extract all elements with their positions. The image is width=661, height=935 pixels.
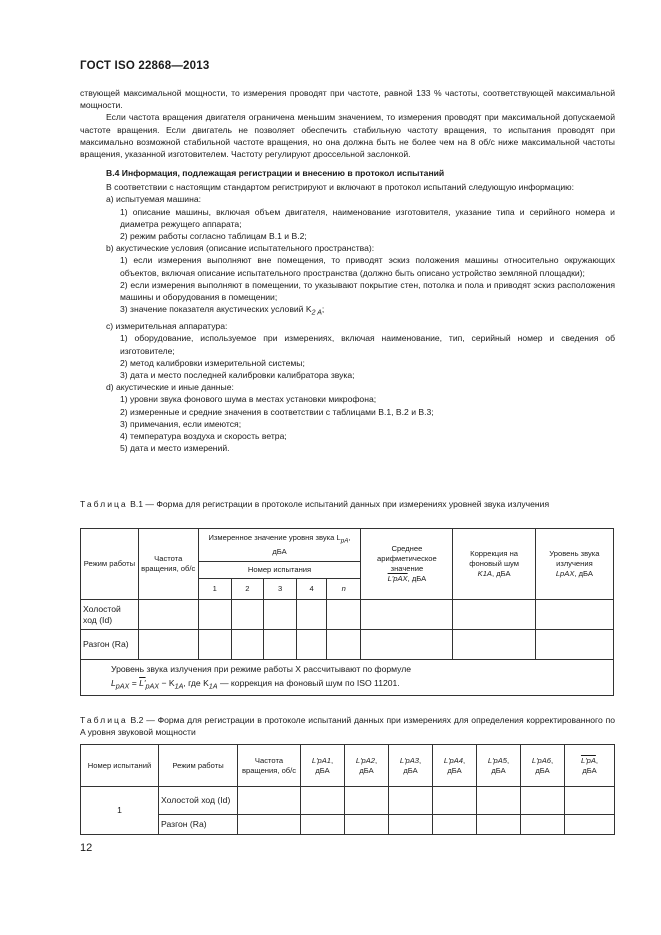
t2-cell[interactable] (433, 815, 477, 835)
t2-header-lpa6: L'pA6, дБА (521, 745, 565, 787)
t1-corr-text: Коррекция на фоновый шум (469, 549, 519, 568)
t1-corr-symbol: K1A (477, 569, 492, 578)
t1-header-test-number: Номер испытания (198, 562, 361, 579)
t2-cell[interactable] (521, 815, 565, 835)
section-heading: B.4 Информация, подлежащая регистрации и внесению в протокол испытаний (106, 168, 445, 178)
t1-note-line1: Уровень звука излучения при режиме работы X рассчитывают по формуле (111, 663, 412, 674)
t1-cell[interactable] (231, 630, 263, 660)
list-item-d: d) акустические и иные данные: (106, 382, 234, 393)
t1-cell[interactable] (297, 630, 327, 660)
page-number: 12 (80, 842, 93, 854)
f-eq: = (129, 677, 140, 688)
t2-unit: дБА (403, 765, 418, 775)
t1-cell[interactable] (535, 630, 613, 660)
t2-cell[interactable] (389, 787, 433, 815)
t2-header-freq: Частота вращения, об/с (238, 745, 301, 787)
t2-unit: дБА (535, 765, 550, 775)
table1-caption-text: В.1 — Форма для регистрации в протоколе испытаний данных при измерениях уровней звука излучения (127, 499, 550, 509)
table2-caption-word: Таблица (80, 715, 128, 725)
list-item-b2: 2) если измерения выполняют в помещении, то указывают покрытие стен, потолка и пола и приводят эскиз расположения машины и оборудования в помещении; (120, 279, 615, 303)
table-row (81, 787, 615, 815)
t2-sym: L'pA5 (487, 755, 508, 765)
list-item-a: a) испытуемая машина: (106, 194, 201, 205)
b3-end: ; (321, 304, 325, 315)
t2-header-lpa4: L'pA4, дБА (433, 745, 477, 787)
t2-header-lpa: L'pA, дБА (565, 745, 615, 787)
f-k-sub: 1A (174, 682, 184, 691)
list-item-a1: 1) описание машины, включая объем двигателя, наименование изготовителя, указание типа и серийного номера и диаметра режущего аппарата; (120, 206, 615, 229)
t2-row-idle: Холостой ход (Id) (159, 787, 238, 815)
t2-cell[interactable] (389, 815, 433, 835)
t1-test-n: n (327, 579, 361, 600)
t2-unit: дБА (582, 765, 597, 775)
f-k2-sub: 1A (208, 682, 218, 691)
t1-lev-symbol: LpAX (555, 569, 575, 578)
t2-cell[interactable] (565, 815, 615, 835)
list-item-d2: 2) измеренные и средние значения в соответствии с таблицами В.1, В.2 и В.3; (120, 406, 434, 417)
list-item-b1: 1) если измерения выполняют вне помещения, то приводят эскиз положения машины относительно окружающих объектов, включая описание испытательного пространства (должно быть описано устройство земляной площадки); (120, 255, 615, 278)
t2-header-mode: Режим работы (159, 745, 238, 787)
intro-paragraph-2: Если частота вращения двигателя ограничена меньшим значением, то измерения проводят при максимальной допускаемой частоте вращения. Если двигатель не позволяет обеспечить стабильную частоту вращения, то испытания проводят при максимально возможной стабильной частоте вращения, но она должна быть не более чем на 8 об/с ниже максимальной частоты вращения, указанной изготовителем. Частоту регулируют дроссельной заслонкой. (80, 112, 615, 160)
t2-header-num: Номер испытаний (81, 745, 159, 787)
document-header: ГОСТ ISO 22868—2013 (80, 60, 210, 72)
t2-cell[interactable] (521, 787, 565, 815)
t1-cell[interactable] (263, 600, 296, 630)
t2-header-lpa5: L'pA5, дБА (477, 745, 521, 787)
list-item-d3: 3) примечания, если имеются; (120, 418, 242, 429)
intro-text (80, 87, 615, 160)
t1-test-3: 3 (263, 579, 296, 600)
t2-cell[interactable] (345, 787, 389, 815)
list-item-d4: 4) температура воздуха и скорость ветра; (120, 430, 287, 441)
t1-header-measured (198, 529, 361, 562)
t1-cell[interactable] (297, 600, 327, 630)
list-item-c1: 1) оборудование, используемое при измерениях, включая наименование, тип, серийный номер и сведения об изготовителе; (120, 333, 615, 356)
t1-row-accel: Разгон (Ra) (81, 630, 139, 660)
t1-meas-sub: pA (340, 537, 349, 545)
t2-header-lpa3: L'pA3, дБА (389, 745, 433, 787)
t2-row-accel: Разгон (Ra) (159, 815, 238, 835)
f-l-sub: pAX (115, 682, 130, 691)
t2-unit: дБА (447, 765, 462, 775)
t1-cell[interactable] (361, 600, 453, 630)
t1-cell[interactable] (138, 600, 198, 630)
t1-cell[interactable] (198, 630, 231, 660)
t1-formula-note (81, 660, 614, 696)
t1-note-formula (111, 677, 400, 691)
t1-cell[interactable] (361, 630, 453, 660)
list-item-c3: 3) дата и место последней калибровки калибратора звука; (120, 369, 355, 380)
table-row (81, 815, 615, 835)
t2-sym: L'pA2 (355, 755, 376, 765)
table-row (81, 600, 614, 630)
t2-header-lpa1: L'pA1, дБА (301, 745, 345, 787)
t2-unit: дБА (359, 765, 374, 775)
f-end: — коррекция на фоновый шум по ISO 11201. (217, 677, 400, 688)
f-lp: L' (139, 677, 146, 688)
t1-test-1: 1 (198, 579, 231, 600)
t1-meas-unit: , дБА (272, 533, 351, 556)
t2-unit: дБА (315, 765, 330, 775)
b3-subscript: 2 A (311, 309, 322, 317)
t1-lev-unit: , дБА (574, 569, 593, 578)
list-item-d1: 1) уровни звука фонового шума в местах установки микрофона; (120, 394, 377, 405)
t1-lev-text: Уровень звука излучения (549, 549, 600, 568)
t1-header-level (535, 529, 613, 600)
table2-caption (80, 714, 615, 738)
t1-header-average (361, 529, 453, 600)
t1-avg-text: Среднее арифметическое значение (377, 544, 437, 573)
t2-cell[interactable] (238, 787, 301, 815)
table1-caption (80, 498, 615, 510)
t1-cell[interactable] (231, 600, 263, 630)
t1-test-2: 2 (231, 579, 263, 600)
t1-cell[interactable] (327, 600, 361, 630)
t2-sym: L'pA4 (443, 755, 464, 765)
t2-cell[interactable] (433, 787, 477, 815)
t1-corr-unit: , дБА (492, 569, 511, 578)
t2-row-number: 1 (81, 787, 159, 835)
t1-row-idle: Холостой ход (Id) (81, 600, 139, 630)
t2-header-lpa2: L'pA2, дБА (345, 745, 389, 787)
t2-sym: L'pA1 (311, 755, 332, 765)
table-row (81, 630, 614, 660)
t1-header-freq: Частота вращения, об/с (138, 529, 198, 600)
t2-cell[interactable] (565, 787, 615, 815)
t1-cell[interactable] (327, 630, 361, 660)
table-b1 (80, 528, 614, 696)
t2-sym: L'pA6 (531, 755, 552, 765)
f-l: L (111, 677, 116, 688)
t2-cell[interactable] (301, 815, 345, 835)
t2-cell[interactable] (301, 787, 345, 815)
t2-cell[interactable] (345, 815, 389, 835)
f-minus: − K (159, 677, 175, 688)
t1-test-4: 4 (297, 579, 327, 600)
table2-caption-text: В.2 — Форма для регистрации в протоколе испытаний данных при измерениях для определения корректированного по A уровня звуковой мощности (80, 715, 615, 738)
t1-cell[interactable] (263, 630, 296, 660)
t1-meas-text: Измеренное значение уровня звука L (208, 533, 341, 543)
t2-unit: дБА (491, 765, 506, 775)
t1-header-mode: Режим работы (81, 529, 139, 600)
t1-cell[interactable] (535, 600, 613, 630)
f-lp-sub: pAX (145, 682, 160, 691)
t1-cell[interactable] (198, 600, 231, 630)
table1-caption-word: Таблица (80, 499, 128, 509)
b3-text: 3) значение показателя акустических условий K (120, 304, 312, 315)
list-item-c: c) измерительная аппаратура: (106, 321, 228, 332)
intro-paragraph-1: ствующей максимальной мощности, то измерения проводят при частоте, равной 133 % частоты, соответствующей максимальной мощности. (80, 88, 615, 111)
section-b4 (80, 167, 615, 454)
t1-avg-symbol: L'pAX (387, 574, 408, 583)
t2-cell[interactable] (238, 815, 301, 835)
list-item-d5: 5) дата и место измерений. (120, 443, 230, 454)
t2-cell[interactable] (477, 815, 521, 835)
t1-avg-unit: , дБА (407, 574, 427, 583)
list-item-c2: 2) метод калибровки измерительной системы; (120, 357, 305, 368)
t2-cell[interactable] (477, 787, 521, 815)
t2-sym: L'pA (580, 755, 596, 765)
t2-sym: L'pA3 (399, 755, 420, 765)
list-item-b3 (80, 303, 615, 320)
table-b2 (80, 744, 615, 835)
list-item-b: b) акустические условия (описание испытательного пространства): (106, 243, 375, 254)
list-item-a2: 2) режим работы согласно таблицам В.1 и В.2; (120, 231, 307, 242)
t1-cell[interactable] (453, 600, 535, 630)
f-where: , где K (183, 677, 209, 688)
t1-cell[interactable] (453, 630, 535, 660)
section-lead: В соответствии с настоящим стандартом регистрируют и включают в протокол испытаний следующую информацию: (106, 182, 574, 193)
t1-cell[interactable] (138, 630, 198, 660)
t1-header-correction (453, 529, 535, 600)
